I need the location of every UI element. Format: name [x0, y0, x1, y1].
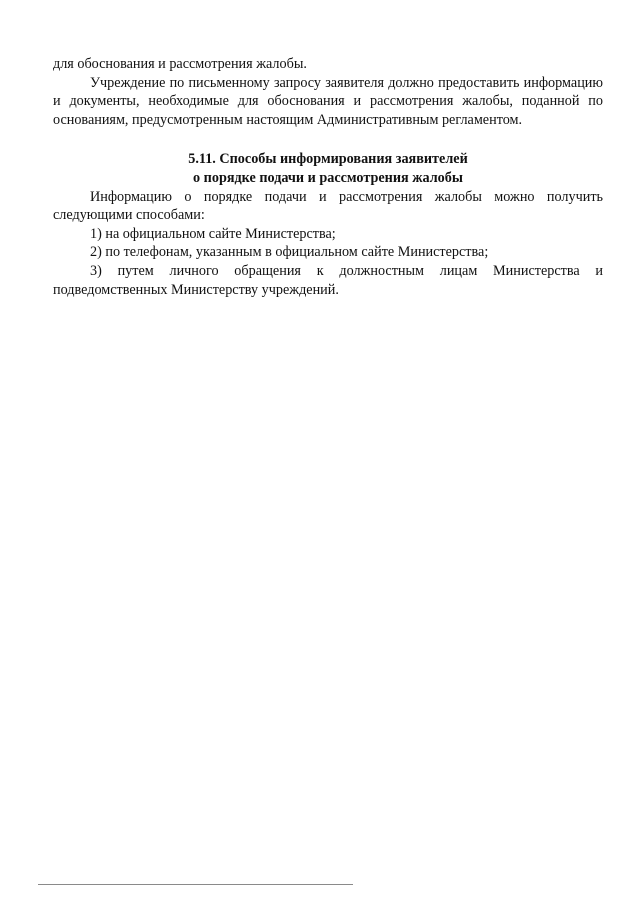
document-body — [53, 55, 603, 299]
list-item-website: 1) на официальном сайте Министерства; — [90, 225, 336, 242]
request-paragraph: Учреждение по письменному запросу заявителя должно предоставить информацию и документы, необходимые для обоснования и рассмотрения жалобы, поданной по основаниям, предусмотренным настоящим Административным регламентом. — [53, 74, 603, 128]
methods-intro-paragraph: Информацию о порядке подачи и рассмотрения жалобы можно получить следующими способами: — [53, 188, 603, 224]
page-footer-rule — [38, 884, 353, 885]
list-item-personal-contact: 3) путем личного обращения к должностным лицам Министерства и подведомственных Министерству учреждений. — [53, 262, 603, 298]
continuation-line: для обоснования и рассмотрения жалобы. — [53, 56, 307, 72]
section-heading-line-1: 5.11. Способы информирования заявителей — [188, 151, 468, 168]
section-heading-line-2: о порядке подачи и рассмотрения жалобы — [193, 169, 463, 186]
section-heading — [53, 150, 603, 187]
list-item-phone: 2) по телефонам, указанным в официальном сайте Министерства; — [90, 244, 489, 261]
